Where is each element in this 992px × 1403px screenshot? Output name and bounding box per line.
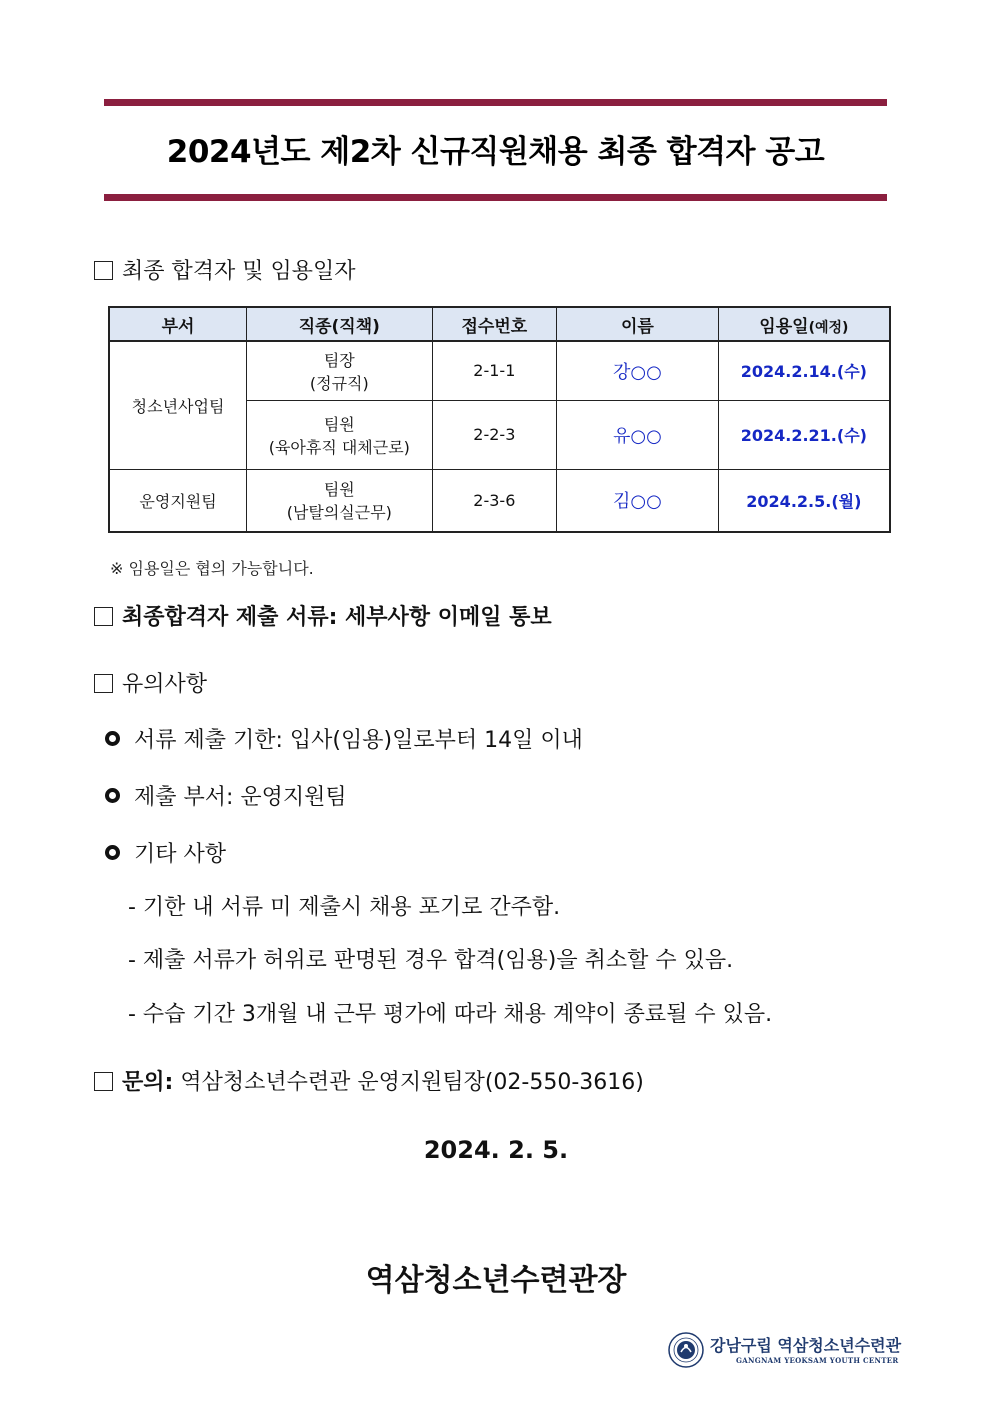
table-row bbox=[109, 469, 890, 532]
notice-bullet-text: 기타 사항 bbox=[134, 842, 227, 867]
notice-detail: - 제출 서류가 허위로 판명된 경우 합격(임용)을 취소할 수 있음. bbox=[128, 948, 734, 973]
header-date bbox=[718, 307, 890, 341]
header-date-sub: (예정) bbox=[808, 319, 849, 336]
signer-title: 역삼청소년수련관장 bbox=[365, 1263, 627, 1298]
top-rule bbox=[104, 99, 887, 106]
center-seal-icon bbox=[668, 1332, 704, 1368]
cell-receipt: 2-3-6 bbox=[432, 469, 557, 532]
cell-job bbox=[247, 400, 432, 469]
announcement-date: 2024. 2. 5. bbox=[423, 1136, 569, 1164]
section-documents-label: 최종합격자 제출 서류: 세부사항 이메일 통보 bbox=[122, 605, 552, 630]
cell-job bbox=[247, 341, 432, 400]
section-contact-text: 역삼청소년수련관 운영지원팀장(02-550-3616) bbox=[180, 1070, 644, 1095]
cell-date: 2024.2.5.(월) bbox=[718, 469, 890, 532]
cell-date: 2024.2.14.(수) bbox=[718, 341, 890, 400]
checkbox-square-icon bbox=[94, 607, 113, 626]
cell-name: 유○○ bbox=[557, 400, 719, 469]
cell-job-title: 팀원 bbox=[323, 480, 355, 500]
cell-dept: 운영지원팀 bbox=[109, 469, 247, 532]
cell-job-title: 팀장 bbox=[323, 350, 355, 370]
cell-receipt: 2-1-1 bbox=[432, 341, 557, 400]
center-logo bbox=[668, 1330, 902, 1372]
page-title: 2024년도 제2차 신규직원채용 최종 합격자 공고 bbox=[166, 134, 825, 170]
section-notices-label: 유의사항 bbox=[122, 672, 208, 697]
section-final-hires bbox=[94, 254, 356, 285]
cell-job-type: (남탈의실근무) bbox=[286, 503, 392, 523]
checkbox-square-icon bbox=[94, 1072, 113, 1091]
circle-bullet-icon bbox=[105, 845, 120, 860]
cell-date: 2024.2.21.(수) bbox=[718, 400, 890, 469]
circle-bullet-icon bbox=[105, 788, 120, 803]
logo-korean-name: 강남구립 역삼청소년수련관 bbox=[710, 1336, 902, 1355]
section-final-hires-label: 최종 합격자 및 임용일자 bbox=[122, 259, 356, 284]
cell-name: 김○○ bbox=[557, 469, 719, 532]
header-name: 이름 bbox=[557, 307, 719, 341]
cell-job-title: 팀원 bbox=[323, 414, 355, 434]
notice-bullet bbox=[105, 837, 226, 868]
cell-dept: 청소년사업팀 bbox=[109, 341, 247, 469]
bottom-rule bbox=[104, 194, 887, 201]
cell-job-type: (정규직) bbox=[309, 373, 369, 393]
checkbox-square-icon bbox=[94, 674, 113, 693]
cell-job-type: (육아휴직 대체근로) bbox=[268, 437, 410, 457]
header-dept: 부서 bbox=[109, 307, 247, 341]
header-date-main: 임용일 bbox=[759, 316, 809, 337]
section-documents bbox=[94, 600, 552, 631]
section-notices bbox=[94, 667, 207, 698]
cell-receipt: 2-2-3 bbox=[432, 400, 557, 469]
notice-detail: - 기한 내 서류 미 제출시 채용 포기로 간주함. bbox=[128, 895, 561, 920]
cell-name: 강○○ bbox=[557, 341, 719, 400]
notice-bullet bbox=[105, 780, 347, 811]
hires-table bbox=[108, 306, 891, 533]
header-receipt: 접수번호 bbox=[432, 307, 557, 341]
notice-bullet-text: 제출 부서: 운영지원팀 bbox=[134, 785, 347, 810]
appointment-note: ※ 임용일은 협의 가능합니다. bbox=[110, 559, 314, 578]
checkbox-square-icon bbox=[94, 261, 113, 280]
table-header-row bbox=[109, 307, 890, 341]
cell-job bbox=[247, 469, 432, 532]
notice-detail: - 수습 기간 3개월 내 근무 평가에 따라 채용 계약이 종료될 수 있음. bbox=[128, 1002, 773, 1027]
section-contact bbox=[94, 1065, 644, 1096]
table-row bbox=[109, 341, 890, 400]
header-job: 직종(직책) bbox=[247, 307, 432, 341]
section-contact-label: 문의: bbox=[122, 1070, 174, 1095]
logo-english-name: GANGNAM YEOKSAM YOUTH CENTER bbox=[736, 1356, 899, 1365]
notice-bullet bbox=[105, 723, 583, 754]
circle-bullet-icon bbox=[105, 731, 120, 746]
notice-bullet-text: 서류 제출 기한: 입사(임용)일로부터 14일 이내 bbox=[134, 728, 583, 753]
